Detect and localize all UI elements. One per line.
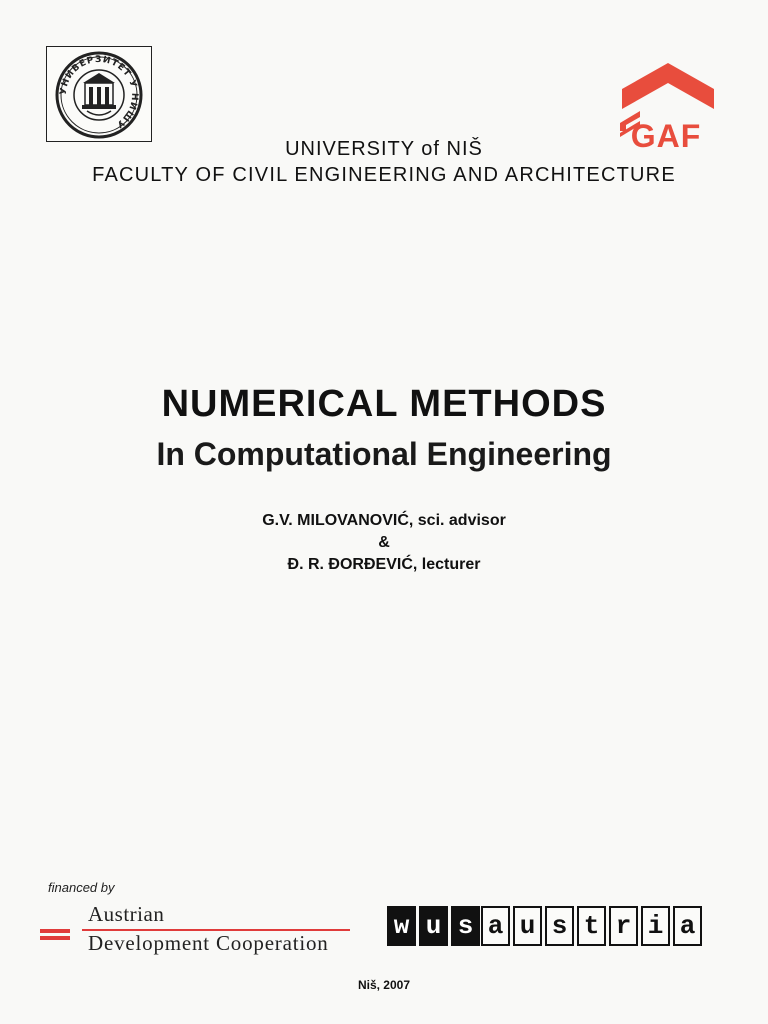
wus-letter: s [545,906,574,946]
wus-letter: i [641,906,670,946]
gaf-logo-text: GAF [630,118,702,154]
university-name: UNIVERSITY of NIŠ [285,138,483,160]
author-second: Đ. R. ĐORĐEVIĆ, lecturer [287,556,481,573]
seal-emblem-icon [53,49,145,141]
author-first: G.V. MILOVANOVIĆ, sci. advisor [262,512,506,529]
book-title: NUMERICAL METHODS [161,383,607,425]
author-ampersand: & [378,534,390,551]
wus-letter: u [513,906,542,946]
wus-letter: t [577,906,606,946]
place-and-year: Niš, 2007 [357,978,411,992]
ada-logo-line2: Development Cooperation [88,931,329,955]
wus-letter: w [387,906,416,946]
book-subtitle: In Computational Engineering [156,436,612,472]
university-seal [46,46,152,142]
ada-stripes-icon [40,928,70,942]
faculty-name: FACULTY OF CIVIL ENGINEERING AND ARCHITECTURE [92,164,676,186]
wus-letter: r [609,906,638,946]
wus-letter: a [673,906,702,946]
wus-letter: u [419,906,448,946]
financed-by-label: financed by [48,880,115,895]
seal-text: УНИВЕРЗИТЕТ У НИШУ [58,54,140,130]
wus-letter: a [481,906,510,946]
ada-logo-line1: Austrian [88,902,165,926]
wus-letter: s [451,906,480,946]
wus-austria-logo [387,906,705,950]
